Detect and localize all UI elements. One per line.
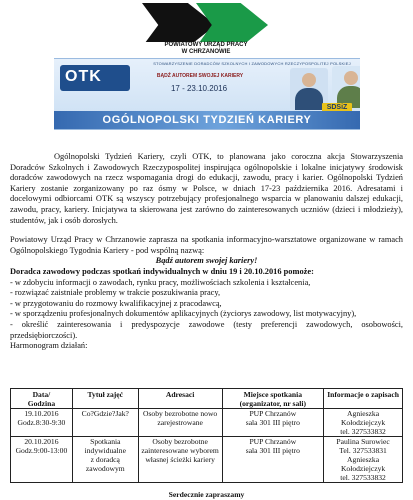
column-header: Tytuł zajęć — [72, 389, 138, 409]
banner-organization: STOWARZYSZENIE DORADCÓW SZKOLNYCH I ZAWODOWYCH RZECZYPOSPOLITEJ POLSKIEJ — [153, 61, 351, 66]
table-cell: Osoby bezrobotne zainteresowane wyborem własnej ścieżki kariery — [138, 437, 222, 483]
table-row — [11, 409, 403, 437]
pup-logo — [0, 0, 413, 56]
office-name: POWIATOWY URZĄD PRACY W CHRZANOWIE — [128, 42, 284, 56]
column-header: Informacje o zapisach — [324, 389, 403, 409]
table-cell: Paulina Surowiec Tel. 327533831 Agnieszka Kołodziejczyk tel. 327533832 — [324, 437, 403, 483]
banner-title: OGÓLNOPOLSKI TYDZIEŃ KARIERY — [54, 111, 360, 129]
otk-logo-text: OTK — [65, 68, 102, 85]
banner-photo-group — [172, 68, 292, 112]
list-item: - w zdobyciu informacji o zawodach, rynku pracy, możliwościach szkolenia i kształcenia, — [10, 277, 311, 287]
list-item: - w sporządzeniu profesjonalnych dokumentów aplikacyjnych (życiorys zawodowy, list motywacyjny), — [10, 309, 357, 319]
list-item: - rozwiązać zaistniałe problemy w trakcie poszukiwania pracy, — [10, 288, 221, 298]
otk-logo — [60, 65, 130, 91]
table-cell: Osoby bezrobotne nowo zarejestrowane — [138, 409, 222, 437]
table-header-row — [11, 389, 403, 409]
schedule-label: Harmonogram działań: — [10, 341, 88, 351]
table-cell: 20.10.2016 Godz.9:00-13:00 — [11, 437, 73, 483]
schedule-table — [10, 388, 403, 483]
intro-paragraph: Ogólnopolski Tydzień Kariery, czyli OTK, to planowana jako coroczna akcja Stowarzyszenia Doradców Szkolnych i Zawodowych Rzeczypospolitej inspirująca ogólnopolskie i lokalne inicjatywy środowisk doradców zawodowych na rzecz wspomagania drogi do edukacji, zawodu, pracy i karier. Ogólnopolski Tydzień Kariery zostanie zorganizowany po raz ósmy w Polsce, w dniach 17-23 października 2016. Adresatami i docelowymi odbiorcami OTK są wszyscy potrzebujący profesjonalnego wsparcia w planowaniu dalszej edukacji, zawodu, pracy, kariery. Inicjatywa ta skierowana jest zarówno do zainteresowanych uczniów (dzieci i młodzieży), studentów, jak i osób dorosłych. — [10, 152, 403, 225]
table-cell: Agnieszka Kołodziejczyk tel. 327533832 — [324, 409, 403, 437]
table-cell: Co?Gdzie?Jak? — [72, 409, 138, 437]
table-cell: Spotkania indywidualne z doradcą zawodowym — [72, 437, 138, 483]
table-cell: 19.10.2016 Godz.8:30-9:30 — [11, 409, 73, 437]
sdsiz-badge: SDSiZ — [322, 103, 352, 113]
section-heading: Doradca zawodowy podczas spotkań indywidualnych w dniu 19 i 20.10.2016 pomoże: — [10, 266, 314, 276]
table-row — [11, 437, 403, 483]
table-cell: PUP Chrzanów sala 301 III piętro — [222, 437, 324, 483]
table-cell: PUP Chrzanów sala 301 III piętro — [222, 409, 324, 437]
column-header: Adresaci — [138, 389, 222, 409]
motto: Bądź autorem swojej kariery! — [155, 256, 258, 266]
invitation-paragraph: Powiatowy Urząd Pracy w Chrzanowie zaprasza na spotkania informacyjno-warsztatowe organizowane w ramach Ogólnopolskiego Tygodnia Kariery - pod wspólną nazwą: — [10, 235, 403, 255]
list-item: - określić zainteresowania i predyspozycje zawodowe (testy preferencji zawodowych, osobowości, przedsiębiorczości). — [10, 319, 403, 340]
document-body — [10, 152, 403, 352]
list-item: - w przygotowaniu do rozmowy kwalifikacyjnej z pracodawcą, — [10, 298, 222, 308]
column-header: Miejsce spotkania (organizator, nr sali) — [222, 389, 324, 409]
banner-dates: 17 - 23.10.2016 — [170, 84, 228, 93]
banner-slogan: BĄDŹ AUTOREM SWOJEJ KARIERY — [156, 73, 244, 79]
closing-text: Serdecznie zapraszamy — [168, 490, 245, 499]
otk-banner — [54, 58, 360, 130]
person-photo-icon — [332, 66, 360, 108]
column-header: Data/ Godzina — [11, 389, 73, 409]
